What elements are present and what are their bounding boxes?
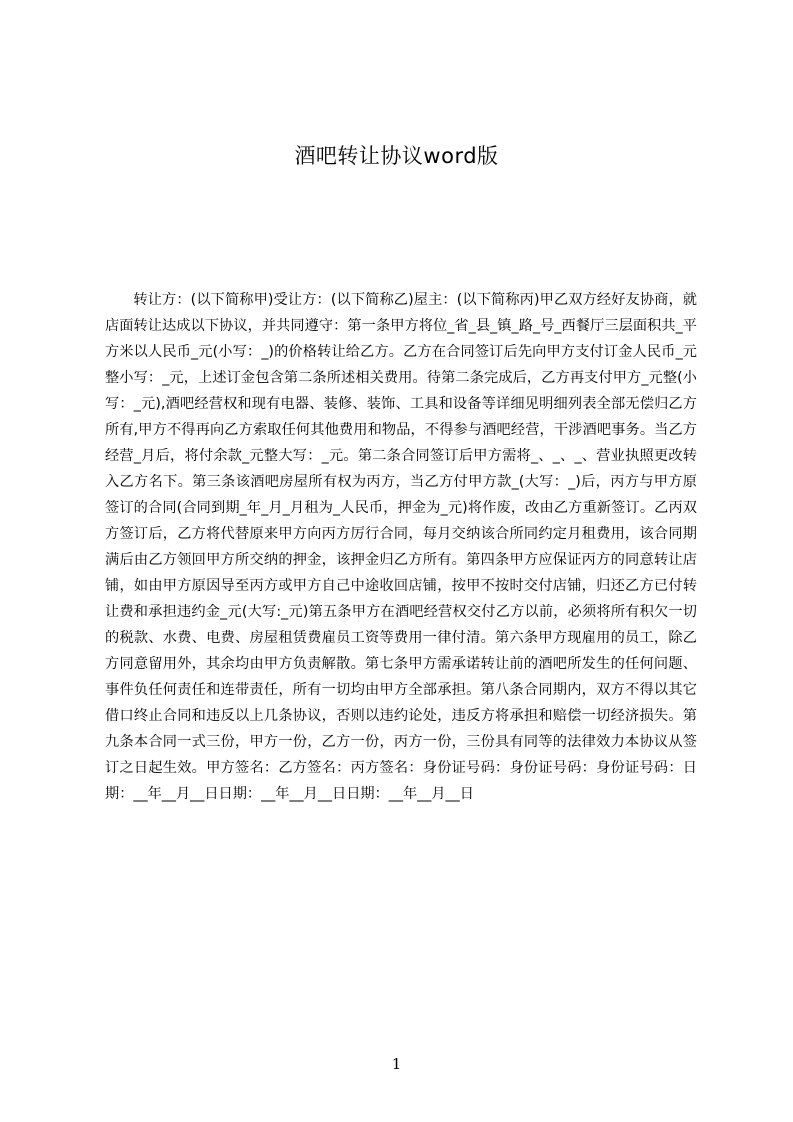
- document-title: 酒吧转让协议word版: [294, 144, 499, 168]
- document-body-paragraph: 转让方：(以下简称甲)受让方：(以下简称乙)屋主：(以下简称丙)甲乙双方经好友协商，就店面转让达成以下协议，并共同遵守：第一条甲方将位_省_县_镇_路_号_西餐厅三层面积共_平方米以人民币_元(小写：_)的价格转让给乙方。乙方在合同签订后先向甲方支付订金人民币_元整小写：_元，上述订金包含第二条所述相关费用。待第二条完成后，乙方再支付甲方_元整(小写：_元),酒吧经营权和现有电器、装修、装饰、工具和设备等详细见明细列表全部无偿归乙方所有,甲方不得再向乙方索取任何其他费用和物品，不得参与酒吧经营，干涉酒吧事务。当乙方经营_月后，将付余款_元整大写：_元。第二条合同签订后甲方需将_、_、_、营业执照更改转入乙方名下。第三条该酒吧房屋所有权为丙方，当乙方付甲方款_(大写：_)后，丙方与甲方原签订的合同(合同到期_年_月_月租为_人民币，押金为_元)将作废，改由乙方重新签订。乙丙双方签订后，乙方将代替原来甲方向丙方厉行合同，每月交纳该合所同约定月租费用，该合同期满后由乙方领回甲方所交纳的押金，该押金归乙方所有。第四条甲方应保证丙方的同意转让店铺，如由甲方原因导至丙方或甲方自己中途收回店铺，按甲不按时交付店铺，归还乙方已付转让费和承担违约金_元(大写:_元)第五条甲方在酒吧经营权交付乙方以前，必须将所有积欠一切的税款、水费、电费、房屋租赁费雇员工资等费用一律付清。第六条甲方现雇用的员工，除乙方同意留用外，其余均由甲方负责解散。第七条甲方需承诺转让前的酒吧所发生的任何问题、事件负任何责任和连带责任，所有一切均由甲方全部承担。第八条合同期内，双方不得以其它借口终止合同和违反以上几条协议，否则以违约论处，违反方将承担和赔偿一切经济损失。第九条本合同一式三份，甲方一份，乙方一份，丙方一份，三份具有同等的法律效力本协议从签订之日起生效。甲方签名：乙方签名：丙方签名：身份证号码：身份证号码：身份证号码：日期：__年__月__日日期：__年__月__日日期：__年__月__日: [105, 292, 697, 802]
- page-number: 1: [391, 1055, 402, 1073]
